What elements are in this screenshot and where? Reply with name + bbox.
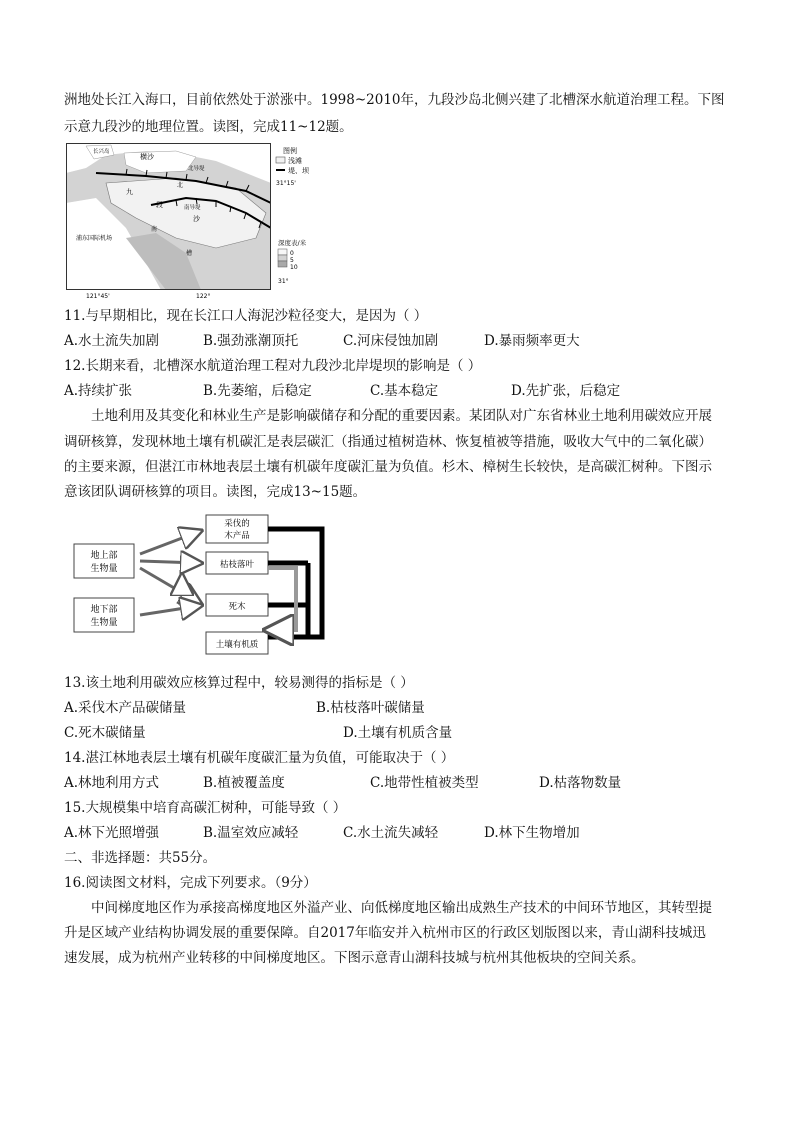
legend-shoal-swatch <box>276 157 285 163</box>
label-cao: 槽 <box>186 250 193 257</box>
q15-option-c: C.水土流失减轻 <box>343 825 439 841</box>
q15-stem: 15.大规模集中培育高碳汇树种，可能导致（ ） <box>64 800 347 816</box>
label-above-1: 地上部 <box>90 551 118 561</box>
passage2-line-2: 调研核算，发现林地土壤有机碳汇是表层碳汇（指通过植树造林、恢复植被等措施，吸收大气中的二氧化碳） <box>64 434 712 450</box>
label-below-2: 生物量 <box>90 618 118 628</box>
label-below-1: 地下部 <box>90 605 118 615</box>
q16-line-1: 中间梯度地区作为承接高梯度地区外溢产业、向低梯度地区输出成熟生产技术的中间环节地区，其转型提 <box>91 900 712 916</box>
depth-10: 10 <box>290 264 298 271</box>
jiuduansha-map <box>66 143 320 300</box>
label-hengsha: 横沙 <box>140 153 154 161</box>
q12-option-b: B.先萎缩，后稳定 <box>203 383 312 399</box>
lon-label-1: 121°45' <box>86 293 110 300</box>
q12-stem: 12.长期来看，北槽深水航道治理工程对九段沙北岸堤坝的影响是（ ） <box>64 358 482 374</box>
q12-option-d: D.先扩张，后稳定 <box>511 383 621 399</box>
label-duan: 段 <box>156 201 163 209</box>
label-jiu: 九 <box>126 188 133 196</box>
label-airport: 浦东国际机场 <box>76 235 113 242</box>
legend-title: 图例 <box>283 147 297 155</box>
label-wood-1: 采伐的 <box>224 519 250 529</box>
q11-option-c: C.河床侵蚀加剧 <box>343 333 439 349</box>
label-nan: 南 <box>151 226 158 233</box>
q11-option-d: D.暴雨频率更大 <box>484 333 580 349</box>
depth-5: 5 <box>290 257 294 264</box>
label-sha: 沙 <box>193 215 200 223</box>
q11-option-b: B.强劲涨潮顶托 <box>203 333 299 349</box>
depth-swatch-0 <box>278 249 287 255</box>
q12-option-a: A.持续扩张 <box>64 383 133 399</box>
q11-stem: 11.与早期相比，现在长江口人海泥沙粒径变大，是因为（ ） <box>64 308 428 324</box>
q16-stem: 16.阅读图文材料，完成下列要求。（9分） <box>64 875 317 891</box>
lon-label-2: 122° <box>196 293 211 300</box>
q13-option-b: B.枯枝落叶碳储量 <box>316 700 425 716</box>
lat-label-1: 31°15' <box>276 180 296 187</box>
depth-swatch-10 <box>278 261 287 267</box>
label-changxing: 长兴岛 <box>93 149 110 155</box>
q15-option-b: B.温室效应减轻 <box>203 825 299 841</box>
label-soil: 土壤有机质 <box>215 640 259 650</box>
q11-option-a: A.水土流失加剧 <box>64 333 160 349</box>
q13-option-c: C.死木碳储量 <box>64 725 146 741</box>
lat-label-2: 31° <box>278 278 289 285</box>
legend-dike: 堤、坝 <box>288 167 309 175</box>
depth-swatch-5 <box>278 255 287 261</box>
q16-line-2: 升是区域产业结构协调发展的重要保障。自2017年临安并入杭州市区的行政区划版图以来，青山湖科技城迅 <box>64 925 706 941</box>
section-2-title: 二、非选择题：共55分。 <box>64 850 217 866</box>
label-nandao: 南导堤 <box>184 205 201 211</box>
q13-option-a: A.采伐木产品碳储量 <box>64 700 187 716</box>
label-above-2: 生物量 <box>90 564 118 574</box>
q14-stem: 14.湛江林地表层土壤有机碳年度碳汇量为负值，可能取决于（ ） <box>64 750 455 766</box>
depth-0: 0 <box>290 250 294 257</box>
label-bei: 北 <box>177 182 184 189</box>
q12-option-c: C.基本稳定 <box>370 383 439 399</box>
q15-option-d: D.林下生物增加 <box>484 825 580 841</box>
label-litter: 枯枝落叶 <box>219 560 255 570</box>
q16-line-3: 速发展，成为杭州产业转移的中间梯度地区。下图示意青山湖科技城与杭州其他板块的空间关系。 <box>64 950 645 966</box>
label-dead: 死木 <box>228 602 246 612</box>
q14-option-d: D.枯落物数量 <box>539 775 622 791</box>
label-beidao: 北导堤 <box>188 166 205 172</box>
q14-option-c: C.地带性植被类型 <box>370 775 479 791</box>
label-wood-2: 木产品 <box>224 531 250 541</box>
carbon-accounting-diagram <box>70 510 330 660</box>
passage2-line-3: 的主要来源，但湛江市林地表层土壤有机碳年度碳汇量为负值。杉木、樟树生长较快，是高碳汇树种。下图示 <box>64 459 712 475</box>
q13-option-d: D.土壤有机质含量 <box>343 725 453 741</box>
q14-option-a: A.林地利用方式 <box>64 775 160 791</box>
flow-arrows <box>140 532 198 615</box>
legend-shoal: 浅滩 <box>288 157 302 165</box>
intro-line-2: 示意九段沙的地理位置。读图，完成11~12题。 <box>64 119 353 135</box>
q13-stem: 13.该土地利用碳效应核算过程中，较易测得的指标是（ ） <box>64 675 414 691</box>
q15-option-a: A.林下光照增强 <box>64 825 160 841</box>
decomposition-path <box>268 568 296 630</box>
passage2-line-1: 土地利用及其变化和林业生产是影响碳储存和分配的重要因素。某团队对广东省林业土地利用碳效应开展 <box>91 408 712 424</box>
q14-option-b: B.植被覆盖度 <box>203 775 285 791</box>
depth-title: 深度表/米 <box>278 239 307 247</box>
passage2-line-4: 意该团队调研核算的项目。读图，完成13~15题。 <box>64 484 367 500</box>
intro-line-1: 洲地处长江入海口，目前依然处于淤涨中。1998~2010年，九段沙岛北侧兴建了北槽深水航道治理工程。下图 <box>64 92 725 108</box>
